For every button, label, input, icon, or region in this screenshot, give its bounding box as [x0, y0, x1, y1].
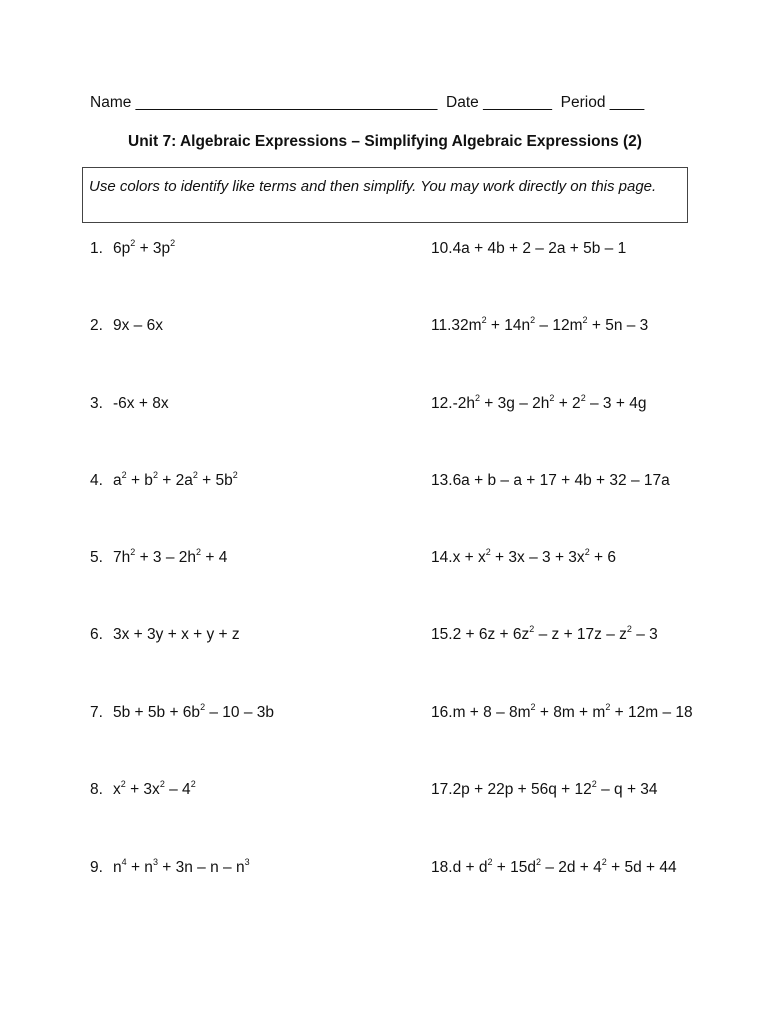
- exponent: 2: [190, 779, 196, 789]
- exponent: 3: [244, 857, 250, 867]
- problem-expression: 6a + b – a + 17 + 4b + 32 – 17a: [452, 472, 670, 489]
- problem-left-8: [90, 781, 196, 799]
- exponent: 2: [582, 315, 588, 325]
- problem-number: 3.: [90, 395, 103, 412]
- problem-expression: $x + x^2 + 3x - 3 + 3x^2 + 6$: [452, 547, 616, 566]
- problem-expression: $2p + 22p + 56q + 12^2 - q + 34$: [452, 779, 658, 798]
- exponent: 2: [549, 393, 555, 403]
- problem-number: 5.: [90, 549, 103, 566]
- problem-left-7: [90, 704, 274, 722]
- problem-right-1: [431, 240, 626, 258]
- problem-number: 6.: [90, 626, 103, 643]
- worksheet-title: Unit 7: Algebraic Expressions – Simplifying Algebraic Expressions (2): [128, 133, 642, 150]
- exponent: 2: [580, 393, 586, 403]
- exponent: 2: [130, 547, 136, 557]
- problem-expression: $32m^2 + 14n^2 - 12m^2 + 5n - 3$: [451, 315, 649, 334]
- problem-right-2: [431, 317, 648, 335]
- exponent: 2: [192, 470, 198, 480]
- problem-left-4: [90, 472, 238, 490]
- problem-left-1: [90, 240, 175, 258]
- problem-expression: $n^4 + n^3 + 3n - n - n^3$: [113, 857, 250, 876]
- exponent: 2: [529, 624, 535, 634]
- problem-right-5: [431, 549, 616, 567]
- problem-number: 18.: [431, 859, 453, 876]
- problem-expression: $-2h^2 + 3g - 2h^2 + 2^2 - 3 + 4g$: [452, 393, 647, 412]
- exponent: 2: [485, 547, 491, 557]
- exponent: 2: [474, 393, 480, 403]
- exponent: 2: [232, 470, 238, 480]
- exponent: 2: [152, 470, 158, 480]
- problem-left-9: [90, 859, 250, 877]
- period-blank[interactable]: ____: [609, 94, 645, 111]
- problem-left-5: [90, 549, 227, 567]
- problem-expression: $d + d^2 + 15d^2 - 2d + 4^2 + 5d + 44$: [452, 857, 677, 876]
- problem-number: 1.: [90, 240, 103, 257]
- problem-number: 2.: [90, 317, 103, 334]
- exponent: 2: [170, 238, 176, 248]
- problem-number: 7.: [90, 704, 103, 721]
- exponent: 2: [601, 857, 607, 867]
- exponent: 2: [121, 470, 127, 480]
- exponent: 2: [584, 547, 590, 557]
- problem-expression: 9x – 6x: [113, 317, 163, 334]
- exponent: 2: [481, 315, 487, 325]
- exponent: 4: [121, 857, 127, 867]
- exponent: 3: [152, 857, 158, 867]
- problem-number: 4.: [90, 472, 103, 489]
- problem-left-6: [90, 626, 240, 644]
- problem-right-4: [431, 472, 670, 490]
- problem-number: 16.: [431, 704, 453, 721]
- problem-number: 13.: [431, 472, 453, 489]
- problem-expression: $m + 8 - 8m^2 + 8m + m^2 + 12m - 18$: [452, 702, 693, 721]
- problem-right-8: [431, 781, 658, 799]
- problem-left-3: [90, 395, 169, 413]
- problem-number: 14.: [431, 549, 453, 566]
- name-blank[interactable]: ___________________________________: [135, 94, 438, 111]
- problem-number: 9.: [90, 859, 103, 876]
- exponent: 2: [530, 315, 536, 325]
- date-blank[interactable]: ________: [483, 94, 553, 111]
- problem-expression: $x^2 + 3x^2 - 4^2$: [113, 779, 196, 798]
- exponent: 2: [626, 624, 632, 634]
- problem-expression: 3x + 3y + x + y + z: [113, 626, 240, 643]
- problem-number: 11.: [431, 317, 452, 334]
- problem-expression: 4a + 4b + 2 – 2a + 5b – 1: [452, 240, 627, 257]
- header-line: [90, 94, 644, 112]
- exponent: 2: [591, 779, 597, 789]
- exponent: 2: [487, 857, 493, 867]
- problem-expression: -6x + 8x: [113, 395, 169, 412]
- period-label: Period: [560, 94, 606, 111]
- problem-right-6: [431, 626, 658, 644]
- problem-right-9: [431, 859, 677, 877]
- exponent: 2: [530, 702, 536, 712]
- problem-expression: $6p^2 + 3p^2$: [113, 238, 176, 257]
- problem-expression: $2 + 6z + 6z^2 - z + 17z - z^2 - 3$: [452, 624, 658, 643]
- problem-left-2: [90, 317, 163, 335]
- exponent: 2: [605, 702, 611, 712]
- problem-number: 15.: [431, 626, 453, 643]
- problem-expression: $a^2 + b^2 + 2a^2 + 5b^2$: [113, 470, 238, 489]
- problem-expression: $7h^2 + 3 - 2h^2 + 4$: [113, 547, 228, 566]
- problem-expression: $5b + 5b + 6b^2 - 10 - 3b$: [113, 702, 275, 721]
- problem-right-7: [431, 704, 693, 722]
- exponent: 2: [536, 857, 542, 867]
- exponent: 2: [120, 779, 126, 789]
- instructions-box: Use colors to identify like terms and then simplify. You may work directly on this page.: [82, 167, 688, 223]
- exponent: 2: [196, 547, 202, 557]
- problem-number: 12.: [431, 395, 453, 412]
- name-label: Name: [90, 94, 132, 111]
- exponent: 2: [159, 779, 165, 789]
- problem-number: 10.: [431, 240, 453, 257]
- exponent: 2: [200, 702, 206, 712]
- problem-number: 8.: [90, 781, 103, 798]
- date-label: Date: [446, 94, 479, 111]
- problem-right-3: [431, 395, 646, 413]
- exponent: 2: [130, 238, 136, 248]
- problem-number: 17.: [431, 781, 453, 798]
